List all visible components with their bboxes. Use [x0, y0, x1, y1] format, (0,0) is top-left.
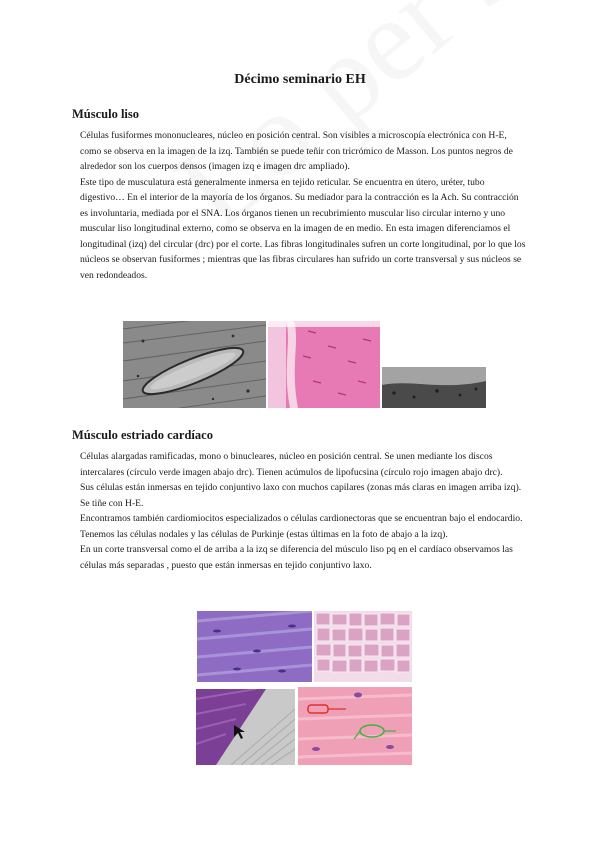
section-body-smooth-muscle [80, 128, 528, 283]
em-dense-bodies-image [382, 367, 486, 408]
paragraph: Células alargadas ramificadas, mono o binucleares, núcleo en posición central. Se unen mediante los discos intercalares (círculo verde imagen abajo drc). Tienen acúmulos de lipofucsina (círculo rojo imagen abajo drc). [80, 451, 503, 478]
section-heading-cardiac-muscle: Músculo estriado cardíaco [72, 428, 213, 442]
cardiac-longitudinal-purple-image [197, 611, 312, 682]
he-smooth-muscle-image [268, 321, 380, 408]
section-heading-smooth-muscle: Músculo liso [72, 107, 140, 121]
document-title: Décimo seminario EH [234, 72, 366, 87]
paragraph: En un corte transversal como el de arriba a la izq se diferencia del músculo liso pq en el cardíaco observamos las células más separadas , puesto que están inmersas en tejido conjuntivo laxo. [80, 544, 513, 571]
purkinje-cells-image [196, 689, 295, 765]
cardiac-transverse-image [314, 611, 412, 682]
paragraph: Este tipo de musculatura está generalmente inmersa en tejido reticular. Se encuentra en útero, uréter, tubo digestivo… En el interior de la mayoría de los órganos. Su mediador para la contracción es la Ach. Su contracción es involuntaria, mediada por el SNA. Los órganos tienen un recubrimiento muscular liso circular interno y uno muscular liso longitudinal externo, como se observa en la imagen de en medio. En esta imagen diferenciamos el longitudinal (izq) del circular (drc) por el corte. Las fibras longitudinales sufren un corte longitudinal, por lo que los núcleos se observan fusiformes ; mientras que las fibras circulares han sufrido un corte transversal y sus núcleos se ven redondeados. [80, 176, 526, 281]
cardiac-he-annotated-image [298, 687, 412, 765]
paragraph: Encontramos también cardiomiocitos especializados o células cardionectoras que se encuentran bajo el endocardio. Tenemos las células nodales y las células de Purkinje (estas últimas en la foto de abajo a la izq). [80, 513, 523, 540]
paragraph: Sus células están inmersas en tejido conjuntivo laxo con muchos capilares (zonas más claras en imagen arriba izq). Se tiñe con H-E. [80, 482, 522, 509]
section-body-cardiac-muscle [80, 449, 528, 573]
em-smooth-muscle-image [123, 321, 266, 408]
paragraph: Células fusiformes mononucleares, núcleo en posición central. Son visibles a microscopía electrónica con H-E, como se observa en la imagen de la izq. También se puede teñir con tricrómico de Masson. Los puntos negros de alrededor son los cuerpos densos (imagen izq e imagen drc ampliado). [80, 130, 513, 172]
